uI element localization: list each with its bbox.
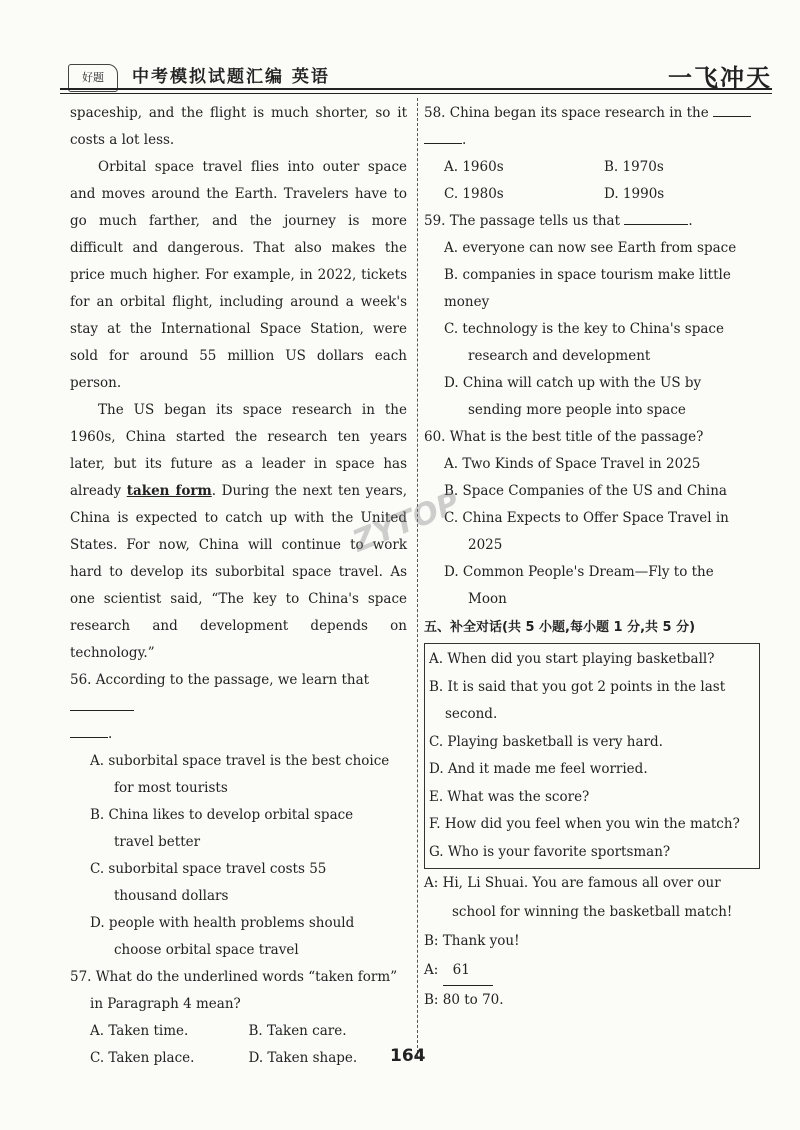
- q56-option-b[interactable]: B. China likes to develop orbital space travel better: [90, 807, 354, 850]
- q57-stem: 57. What do the underlined words “taken form”: [70, 969, 398, 985]
- p4-after: . During the next ten years, China is expected to catch up with the United States. For now, China will continue to work hard to develop its suborbital space travel. As one scientist said, “The key to China's space research and development depends on technology.”: [70, 483, 408, 661]
- p4-before: The US began its space research in the 1960s, China started the research ten years later, but its future as a leader in space has already: [70, 402, 407, 499]
- underlined-words: taken form: [126, 483, 212, 499]
- dialog-line-2: B: Thank you!: [424, 933, 520, 949]
- header-rule: [60, 88, 772, 94]
- dialog-option-a: A. When did you start playing basketball?: [429, 651, 715, 667]
- q56-option-a[interactable]: A. suborbital space travel is the best choice for most tourists: [90, 753, 390, 796]
- q59-option-b[interactable]: B. companies in space tourism make little money: [444, 267, 731, 310]
- header-title: 中考模拟试题汇编 英语: [132, 67, 330, 87]
- q60-option-b[interactable]: B. Space Companies of the US and China: [444, 483, 727, 499]
- q59-option-c[interactable]: C. technology is the key to China's space research and development: [444, 321, 724, 364]
- answer-blank[interactable]: [713, 102, 751, 117]
- dialog-option-b-cont: second.: [445, 706, 498, 722]
- dialog-option-f: F. How did you feel when you win the match?: [429, 816, 740, 832]
- question-60: [424, 424, 764, 613]
- q56-option-c[interactable]: C. suborbital space travel costs 55 thousand dollars: [90, 861, 327, 904]
- question-56: 56. According to the passage, we learn that . A. suborbital space travel is the best choice for most tourists B. China likes to develop orbital space travel better C. suborbital space travel costs 55 thousand dollars D. people with health problems should choose orbital space travel: [70, 667, 407, 964]
- answer-blank-cont: [70, 723, 108, 738]
- q57-option-d[interactable]: D. Taken shape.: [248, 1050, 358, 1066]
- dialog-line-4: B: 80 to 70.: [424, 992, 504, 1008]
- q59-option-d[interactable]: D. China will catch up with the US by sending more people into space: [444, 375, 702, 418]
- dialog-option-d: D. And it made me feel worried.: [429, 761, 648, 777]
- page-number: 164: [390, 1046, 426, 1066]
- column-divider: [417, 98, 418, 1058]
- right-column: [424, 100, 764, 1015]
- passage-paragraph-3: Orbital space travel flies into outer space and moves around the Earth. Travelers have to go much farther, and the journey is more difficult and dangerous. That also makes the price much higher. For example, in 2022, tickets for an orbital flight, including around a week's stay at the International Space Station, were sold for around 55 million US dollars each person.: [70, 159, 407, 391]
- q58-option-c[interactable]: C. 1980s: [444, 186, 504, 202]
- answer-61[interactable]: 61: [443, 956, 493, 986]
- dialog-option-c: C. Playing basketball is very hard.: [429, 733, 663, 750]
- q58-option-d[interactable]: D. 1990s: [604, 186, 665, 202]
- q59-stem: 59. The passage tells us that .: [424, 208, 764, 235]
- page-header: [60, 58, 772, 94]
- dialog-option-e: E. What was the score?: [429, 788, 590, 805]
- q59-option-a[interactable]: A. everyone can now see Earth from space: [444, 240, 737, 256]
- dialog-line-1: A: Hi, Li Shuai. You are famous all over our school for winning the basketball match!: [424, 875, 733, 920]
- header-badge: 好题: [68, 64, 118, 92]
- question-58: 58. China began its space research in the . A. 1960s B. 1970s C. 1980s D. 1990s: [424, 100, 764, 208]
- q58-option-b[interactable]: B. 1970s: [604, 159, 664, 175]
- q57-options: [70, 1018, 407, 1072]
- answer-blank[interactable]: [624, 210, 688, 225]
- watermark-stamp: ZYTOP: [348, 485, 465, 560]
- passage-paragraph-1-tail: spaceship, and the flight is much shorter, so it costs a lot less.: [70, 105, 407, 148]
- left-column: [70, 100, 407, 1072]
- passage-paragraph-4: [70, 397, 407, 667]
- q58-stem: 58. China began its space research in the: [424, 100, 764, 127]
- q57-stem-cont: in Paragraph 4 mean?: [90, 996, 241, 1012]
- dialog: [424, 869, 764, 1015]
- q60-option-a[interactable]: A. Two Kinds of Space Travel in 2025: [444, 456, 701, 472]
- dialog-option-g: G. Who is your favorite sportsman?: [429, 843, 671, 860]
- q60-option-c[interactable]: C. China Expects to Offer Space Travel in 2025: [444, 510, 729, 553]
- q60-stem: 60. What is the best title of the passage?: [424, 429, 704, 445]
- dialog-options-box: [424, 643, 760, 869]
- section-5-heading: 五、补全对话(共 5 小题,每小题 1 分,共 5 分): [424, 620, 696, 635]
- q58-option-a[interactable]: A. 1960s: [444, 159, 504, 175]
- question-57: [70, 964, 407, 1072]
- q56-option-d[interactable]: D. people with health problems should choose orbital space travel: [90, 915, 355, 958]
- q57-option-a[interactable]: A. Taken time.: [90, 1023, 189, 1039]
- q56-stem: 56. According to the passage, we learn that: [70, 667, 407, 721]
- q58-options: [424, 154, 764, 208]
- question-59: [424, 208, 764, 424]
- header-logo: 一飞冲天: [668, 64, 772, 92]
- answer-blank[interactable]: [70, 696, 134, 711]
- q57-option-b[interactable]: B. Taken care.: [248, 1023, 347, 1039]
- answer-blank-cont: [424, 129, 462, 144]
- q60-option-d[interactable]: D. Common People's Dream—Fly to the Moon: [444, 564, 714, 607]
- q57-option-c[interactable]: C. Taken place.: [90, 1050, 195, 1066]
- dialog-option-b: B. It is said that you got 2 points in the last: [429, 678, 726, 695]
- dialog-line-3: A: 61: [424, 956, 764, 986]
